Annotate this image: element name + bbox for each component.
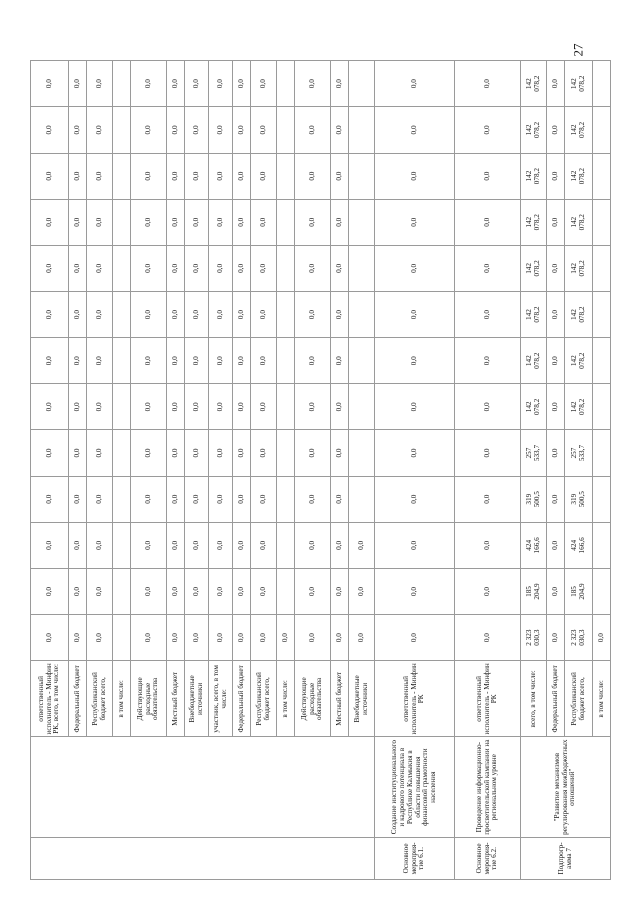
value-cell: [593, 61, 611, 107]
value-cell: 0,0: [209, 430, 233, 476]
value-cell: 0,0: [185, 476, 209, 522]
value-cell: 142 078,2: [521, 291, 547, 337]
value-cell: 142 078,2: [565, 199, 593, 245]
value-cell: 0,0: [131, 338, 167, 384]
value-cell: 0,0: [331, 384, 349, 430]
value-cell: 0,0: [167, 568, 185, 614]
value-cell: 0,0: [547, 245, 565, 291]
value-cell: 0,0: [455, 61, 521, 107]
value-cell: 0,0: [331, 291, 349, 337]
value-cell: 0,0: [295, 199, 331, 245]
value-cell: 424 166,6: [565, 522, 593, 568]
value-cell: 0,0: [167, 384, 185, 430]
value-cell: 185 204,9: [565, 568, 593, 614]
category-cell: Действующие расходные обязательства: [131, 661, 167, 737]
value-cell: 0,0: [375, 107, 455, 153]
value-cell: 0,0: [455, 153, 521, 199]
value-cell: 0,0: [87, 61, 113, 107]
value-cell: [113, 245, 131, 291]
value-cell: 0,0: [251, 291, 277, 337]
value-cell: 0,0: [547, 153, 565, 199]
category-cell: в том числе:: [113, 661, 131, 737]
value-cell: 0,0: [455, 107, 521, 153]
value-cell: [593, 153, 611, 199]
value-cell: [277, 338, 295, 384]
value-cell: 0,0: [251, 199, 277, 245]
value-cell: [277, 568, 295, 614]
value-cell: 0,0: [167, 291, 185, 337]
value-cell: 0,0: [167, 476, 185, 522]
value-cell: 0,0: [31, 291, 69, 337]
value-cell: [349, 476, 375, 522]
value-cell: 0,0: [185, 245, 209, 291]
value-cell: [277, 199, 295, 245]
value-cell: 0,0: [167, 430, 185, 476]
value-cell: [113, 199, 131, 245]
value-cell: 0,0: [185, 568, 209, 614]
value-cell: 142 078,2: [521, 384, 547, 430]
value-cell: 0,0: [69, 615, 87, 661]
value-cell: 0,0: [131, 107, 167, 153]
value-cell: 0,0: [209, 476, 233, 522]
value-cell: 0,0: [295, 291, 331, 337]
value-cell: 0,0: [69, 522, 87, 568]
value-cell: 0,0: [185, 107, 209, 153]
value-cell: 0,0: [331, 476, 349, 522]
value-cell: [593, 384, 611, 430]
value-cell: 142 078,2: [521, 245, 547, 291]
value-cell: [349, 61, 375, 107]
program-code: Основное мероприя-тие 6.2.: [455, 837, 521, 879]
value-cell: 0,0: [233, 615, 251, 661]
category-cell: ответственный исполнитель - Минфин РК: [375, 661, 455, 737]
value-cell: 0,0: [209, 384, 233, 430]
value-cell: 0,0: [87, 568, 113, 614]
value-cell: [277, 522, 295, 568]
value-cell: 2 323 030,3: [565, 615, 593, 661]
event-description: "Развитие механизмов регулирования межбюджетных отношений": [521, 737, 611, 837]
value-cell: 0,0: [375, 338, 455, 384]
value-cell: 424 166,6: [521, 522, 547, 568]
value-cell: 0,0: [185, 153, 209, 199]
value-cell: 0,0: [375, 384, 455, 430]
value-cell: 0,0: [251, 384, 277, 430]
value-cell: 0,0: [331, 153, 349, 199]
value-cell: 0,0: [87, 476, 113, 522]
value-cell: 0,0: [233, 476, 251, 522]
value-cell: [349, 107, 375, 153]
category-cell: Республиканский бюджет всего,: [251, 661, 277, 737]
value-cell: [113, 291, 131, 337]
value-cell: 0,0: [233, 245, 251, 291]
program-code: [31, 837, 375, 879]
value-cell: [277, 430, 295, 476]
value-cell: [277, 61, 295, 107]
value-cell: 142 078,2: [521, 199, 547, 245]
value-cell: 0,0: [31, 568, 69, 614]
value-cell: 0,0: [87, 430, 113, 476]
value-cell: 0,0: [185, 291, 209, 337]
value-cell: 0,0: [331, 245, 349, 291]
value-cell: 0,0: [251, 430, 277, 476]
value-cell: 0,0: [209, 338, 233, 384]
value-cell: 0,0: [547, 107, 565, 153]
value-cell: 0,0: [349, 615, 375, 661]
value-cell: [593, 245, 611, 291]
value-cell: 0,0: [31, 338, 69, 384]
value-cell: 0,0: [375, 615, 455, 661]
value-cell: 0,0: [131, 476, 167, 522]
value-cell: 0,0: [331, 568, 349, 614]
value-cell: 0,0: [69, 245, 87, 291]
value-cell: 0,0: [209, 153, 233, 199]
value-cell: 0,0: [295, 522, 331, 568]
value-cell: 0,0: [87, 199, 113, 245]
value-cell: 0,0: [455, 384, 521, 430]
value-cell: [349, 153, 375, 199]
value-cell: 0,0: [295, 153, 331, 199]
value-cell: 0,0: [233, 107, 251, 153]
value-cell: 0,0: [185, 338, 209, 384]
value-cell: 0,0: [87, 291, 113, 337]
value-cell: 0,0: [331, 338, 349, 384]
value-cell: 0,0: [31, 199, 69, 245]
value-cell: 0,0: [251, 153, 277, 199]
table-row: [31, 61, 69, 880]
value-cell: 319 500,5: [521, 476, 547, 522]
value-cell: 0,0: [87, 384, 113, 430]
value-cell: 0,0: [251, 61, 277, 107]
value-cell: 0,0: [295, 107, 331, 153]
value-cell: 0,0: [455, 522, 521, 568]
program-code: Подпрогр-амма 7: [521, 837, 611, 879]
value-cell: 0,0: [209, 61, 233, 107]
value-cell: 2 323 030,3: [521, 615, 547, 661]
value-cell: [113, 384, 131, 430]
budget-table: [30, 60, 611, 880]
value-cell: 142 078,2: [565, 384, 593, 430]
value-cell: [113, 338, 131, 384]
value-cell: 0,0: [455, 476, 521, 522]
value-cell: 0,0: [375, 61, 455, 107]
value-cell: 0,0: [455, 615, 521, 661]
value-cell: [349, 338, 375, 384]
value-cell: 0,0: [31, 615, 69, 661]
value-cell: 185 204,9: [521, 568, 547, 614]
value-cell: 0,0: [31, 107, 69, 153]
value-cell: [277, 153, 295, 199]
value-cell: 0,0: [547, 199, 565, 245]
value-cell: [277, 384, 295, 430]
page-number: 27: [570, 43, 586, 57]
value-cell: [113, 61, 131, 107]
rotated-table-wrapper: [30, 60, 610, 880]
value-cell: 0,0: [547, 291, 565, 337]
value-cell: 0,0: [331, 615, 349, 661]
value-cell: 0,0: [233, 384, 251, 430]
value-cell: 0,0: [375, 291, 455, 337]
value-cell: 0,0: [375, 476, 455, 522]
value-cell: 257 533,7: [565, 430, 593, 476]
value-cell: 0,0: [69, 291, 87, 337]
value-cell: 0,0: [131, 430, 167, 476]
value-cell: 0,0: [547, 338, 565, 384]
value-cell: 0,0: [375, 153, 455, 199]
value-cell: [593, 476, 611, 522]
value-cell: [593, 568, 611, 614]
value-cell: 0,0: [295, 568, 331, 614]
value-cell: 0,0: [31, 245, 69, 291]
value-cell: [113, 568, 131, 614]
value-cell: 0,0: [455, 338, 521, 384]
value-cell: 0,0: [547, 615, 565, 661]
value-cell: 0,0: [69, 338, 87, 384]
value-cell: 0,0: [87, 615, 113, 661]
category-cell: Федеральный бюджет: [547, 661, 565, 737]
value-cell: 0,0: [547, 384, 565, 430]
value-cell: [113, 153, 131, 199]
value-cell: 0,0: [251, 522, 277, 568]
value-cell: 0,0: [209, 245, 233, 291]
category-cell: Внебюджетные источники: [185, 661, 209, 737]
value-cell: 0,0: [455, 430, 521, 476]
value-cell: 0,0: [331, 522, 349, 568]
value-cell: 0,0: [233, 338, 251, 384]
value-cell: 0,0: [209, 522, 233, 568]
value-cell: 0,0: [295, 245, 331, 291]
value-cell: 0,0: [131, 61, 167, 107]
category-cell: в том числе:: [593, 661, 611, 737]
value-cell: 0,0: [593, 615, 611, 661]
value-cell: 0,0: [31, 384, 69, 430]
value-cell: 257 533,7: [521, 430, 547, 476]
value-cell: 0,0: [375, 245, 455, 291]
value-cell: 0,0: [233, 430, 251, 476]
value-cell: 0,0: [69, 199, 87, 245]
event-description: [31, 737, 375, 837]
category-cell: Федеральный бюджет: [69, 661, 87, 737]
value-cell: 0,0: [455, 199, 521, 245]
value-cell: [593, 199, 611, 245]
value-cell: [593, 430, 611, 476]
value-cell: 0,0: [185, 522, 209, 568]
value-cell: 0,0: [131, 153, 167, 199]
value-cell: [349, 430, 375, 476]
category-cell: Внебюджетные источники: [349, 661, 375, 737]
value-cell: 0,0: [185, 61, 209, 107]
value-cell: 0,0: [31, 430, 69, 476]
value-cell: 0,0: [87, 338, 113, 384]
value-cell: 0,0: [167, 153, 185, 199]
value-cell: 0,0: [31, 61, 69, 107]
value-cell: 142 078,2: [521, 61, 547, 107]
value-cell: 0,0: [295, 384, 331, 430]
value-cell: 0,0: [295, 338, 331, 384]
value-cell: 0,0: [167, 615, 185, 661]
category-cell: в том числе:: [277, 661, 295, 737]
value-cell: 0,0: [69, 153, 87, 199]
value-cell: 0,0: [69, 61, 87, 107]
value-cell: 0,0: [331, 107, 349, 153]
category-cell: Республиканский бюджет всего,: [565, 661, 593, 737]
value-cell: 0,0: [233, 199, 251, 245]
value-cell: 0,0: [69, 430, 87, 476]
value-cell: 0,0: [69, 107, 87, 153]
value-cell: 0,0: [167, 338, 185, 384]
value-cell: [593, 338, 611, 384]
value-cell: 0,0: [295, 430, 331, 476]
value-cell: 0,0: [331, 199, 349, 245]
value-cell: [349, 384, 375, 430]
value-cell: 0,0: [251, 245, 277, 291]
value-cell: 0,0: [233, 291, 251, 337]
value-cell: 0,0: [31, 476, 69, 522]
value-cell: 0,0: [167, 199, 185, 245]
value-cell: 0,0: [87, 245, 113, 291]
value-cell: 0,0: [375, 430, 455, 476]
value-cell: 0,0: [209, 615, 233, 661]
value-cell: 0,0: [233, 61, 251, 107]
value-cell: 142 078,2: [521, 338, 547, 384]
value-cell: 142 078,2: [521, 153, 547, 199]
value-cell: [593, 291, 611, 337]
value-cell: [277, 291, 295, 337]
value-cell: 142 078,2: [565, 291, 593, 337]
value-cell: [277, 107, 295, 153]
value-cell: 0,0: [131, 291, 167, 337]
category-cell: Местный бюджет: [167, 661, 185, 737]
value-cell: 0,0: [69, 476, 87, 522]
value-cell: 0,0: [185, 430, 209, 476]
category-cell: Федеральный бюджет: [233, 661, 251, 737]
value-cell: 142 078,2: [565, 338, 593, 384]
value-cell: [349, 291, 375, 337]
value-cell: 0,0: [185, 199, 209, 245]
value-cell: 0,0: [455, 291, 521, 337]
value-cell: 0,0: [167, 522, 185, 568]
value-cell: 0,0: [375, 568, 455, 614]
value-cell: 0,0: [331, 61, 349, 107]
value-cell: 142 078,2: [565, 153, 593, 199]
category-cell: Местный бюджет: [331, 661, 349, 737]
value-cell: 0,0: [547, 568, 565, 614]
category-cell: Действующие расходные обязательства: [295, 661, 331, 737]
value-cell: 0,0: [131, 199, 167, 245]
value-cell: 319 500,5: [565, 476, 593, 522]
value-cell: 0,0: [185, 615, 209, 661]
table-row: [521, 61, 547, 880]
value-cell: [113, 107, 131, 153]
value-cell: 0,0: [131, 522, 167, 568]
value-cell: 0,0: [167, 61, 185, 107]
value-cell: 0,0: [185, 384, 209, 430]
table-row: [375, 61, 455, 880]
value-cell: 0,0: [349, 522, 375, 568]
event-description: Создание институционального и кадрового потенциала в Республике Калмыкия в области повышения финансовой грамотности населения: [375, 737, 455, 837]
value-cell: 142 078,2: [565, 107, 593, 153]
category-cell: участник, всего, в том числе:: [209, 661, 233, 737]
value-cell: 0,0: [547, 476, 565, 522]
value-cell: 0,0: [167, 107, 185, 153]
value-cell: 0,0: [69, 568, 87, 614]
value-cell: 0,0: [375, 199, 455, 245]
value-cell: 0,0: [295, 61, 331, 107]
value-cell: 142 078,2: [565, 61, 593, 107]
category-cell: ответственный исполнитель - Минфин РК, всего, в том числе:: [31, 661, 69, 737]
value-cell: 0,0: [375, 522, 455, 568]
value-cell: 0,0: [87, 153, 113, 199]
value-cell: [593, 107, 611, 153]
value-cell: 0,0: [295, 476, 331, 522]
value-cell: 0,0: [547, 522, 565, 568]
value-cell: 0,0: [209, 568, 233, 614]
value-cell: 0,0: [209, 291, 233, 337]
category-cell: всего, в том числе:: [521, 661, 547, 737]
table-row: [455, 61, 521, 880]
category-cell: Республиканский бюджет всего,: [87, 661, 113, 737]
value-cell: [113, 522, 131, 568]
value-cell: 0,0: [295, 615, 331, 661]
value-cell: [113, 615, 131, 661]
value-cell: 0,0: [233, 522, 251, 568]
value-cell: 0,0: [31, 153, 69, 199]
value-cell: 0,0: [131, 384, 167, 430]
value-cell: 142 078,2: [521, 107, 547, 153]
value-cell: 0,0: [209, 199, 233, 245]
value-cell: 0,0: [547, 61, 565, 107]
value-cell: [349, 245, 375, 291]
value-cell: 0,0: [69, 384, 87, 430]
value-cell: 0,0: [167, 245, 185, 291]
value-cell: 142 078,2: [565, 245, 593, 291]
program-code: Основное мероприя-тие 6.1.: [375, 837, 455, 879]
value-cell: 0,0: [87, 522, 113, 568]
value-cell: 0,0: [331, 430, 349, 476]
category-cell: ответственный исполнитель - Минфин РК: [455, 661, 521, 737]
value-cell: 0,0: [251, 338, 277, 384]
value-cell: 0,0: [131, 568, 167, 614]
value-cell: 0,0: [131, 615, 167, 661]
value-cell: 0,0: [131, 245, 167, 291]
value-cell: 0,0: [233, 568, 251, 614]
value-cell: 0,0: [455, 245, 521, 291]
value-cell: 0,0: [209, 107, 233, 153]
value-cell: 0,0: [251, 107, 277, 153]
value-cell: 0,0: [87, 107, 113, 153]
value-cell: [277, 476, 295, 522]
value-cell: [349, 199, 375, 245]
value-cell: 0,0: [251, 615, 277, 661]
value-cell: 0,0: [277, 615, 295, 661]
value-cell: [593, 522, 611, 568]
value-cell: 0,0: [251, 476, 277, 522]
event-description: Проведение информационно-просветительской кампании на региональном уровне: [455, 737, 521, 837]
value-cell: 0,0: [251, 568, 277, 614]
value-cell: [113, 430, 131, 476]
value-cell: 0,0: [547, 430, 565, 476]
value-cell: 0,0: [233, 153, 251, 199]
value-cell: 0,0: [31, 522, 69, 568]
value-cell: [277, 245, 295, 291]
value-cell: 0,0: [455, 568, 521, 614]
value-cell: [113, 476, 131, 522]
value-cell: 0,0: [349, 568, 375, 614]
